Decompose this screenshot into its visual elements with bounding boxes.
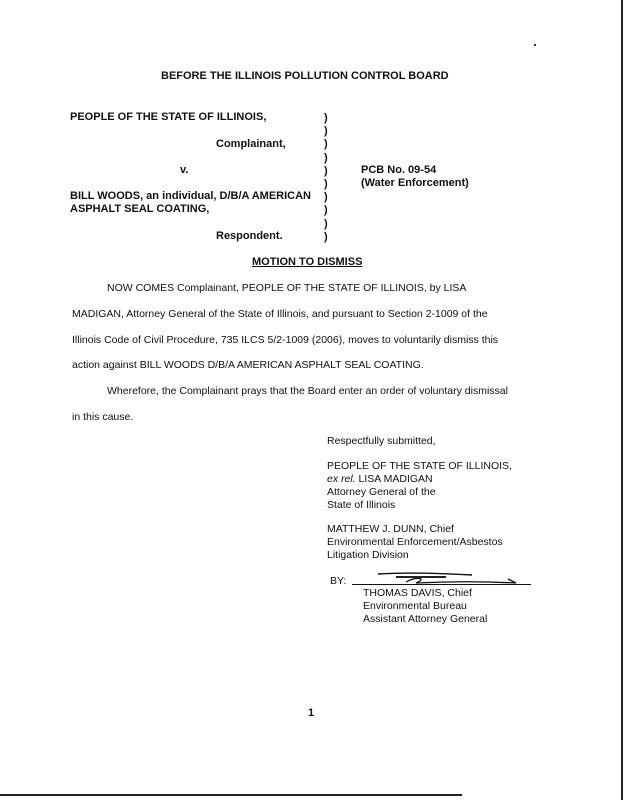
body-paragraph2-line2: in this cause.: [72, 411, 134, 423]
body-paragraph1-line2: MADIGAN, Attorney General of the State of Illinois, and pursuant to Section 2-1009 of the: [72, 308, 488, 320]
scan-speck: [534, 44, 536, 46]
caption-party-complainant: PEOPLE OF THE STATE OF ILLINOIS,: [70, 111, 267, 123]
signature-line: [352, 584, 531, 585]
motion-title: MOTION TO DISMISS: [252, 256, 363, 268]
by-label: BY:: [330, 575, 347, 587]
signature-people-line: PEOPLE OF THE STATE OF ILLINOIS,: [327, 460, 512, 472]
caption-party-respondent-line2: ASPHALT SEAL COATING,: [70, 203, 210, 215]
scan-edge-bottom: [0, 794, 462, 796]
ex-rel-name: LISA MADIGAN: [355, 473, 433, 485]
body-paragraph1-line3: Illinois Code of Civil Procedure, 735 ILCS 5/2-1009 (2006), moves to voluntarily dismiss this: [72, 334, 499, 346]
caption-parentheses: ) ) ) ) ) ) ) ) ) ): [324, 112, 328, 243]
closing-line: Respectfully submitted,: [327, 435, 436, 447]
caption-role-respondent: Respondent.: [216, 230, 283, 242]
body-paragraph2-line1: Wherefore, the Complainant prays that the Board enter an order of voluntary dismissal: [107, 385, 508, 397]
caption-party-respondent-line1: BILL WOODS, an individual, D/B/A AMERICAN: [70, 190, 311, 202]
signer-name: THOMAS DAVIS, Chief: [363, 587, 472, 599]
signature-division-line1: Environmental Enforcement/Asbestos: [327, 536, 503, 548]
body-paragraph1-line4: action against BILL WOODS D/B/A AMERICAN ASPHALT SEAL COATING.: [72, 359, 424, 371]
signature-chief-line: MATTHEW J. DUNN, Chief: [327, 523, 454, 535]
caption-role-complainant: Complainant,: [216, 138, 286, 150]
scan-edge-right: [621, 0, 623, 800]
signer-title: Assistant Attorney General: [363, 613, 488, 625]
page-number: 1: [308, 707, 315, 719]
ex-rel-italic: ex rel.: [327, 473, 356, 485]
body-paragraph1-line1: NOW COMES Complainant, PEOPLE OF THE STATE OF ILLINOIS, by LISA: [107, 282, 467, 294]
case-number: PCB No. 09-54: [361, 164, 437, 176]
signature-division-line2: Litigation Division: [327, 549, 409, 561]
signer-bureau: Environmental Bureau: [363, 600, 467, 612]
signature-ag-line: Attorney General of the: [327, 486, 436, 498]
signature-ex-rel-line: [327, 473, 433, 485]
board-heading: BEFORE THE ILLINOIS POLLUTION CONTROL BOARD: [161, 70, 449, 82]
caption-versus: v.: [180, 164, 189, 176]
case-type: (Water Enforcement): [361, 177, 469, 189]
signature-state-line: State of Illinois: [327, 499, 396, 511]
